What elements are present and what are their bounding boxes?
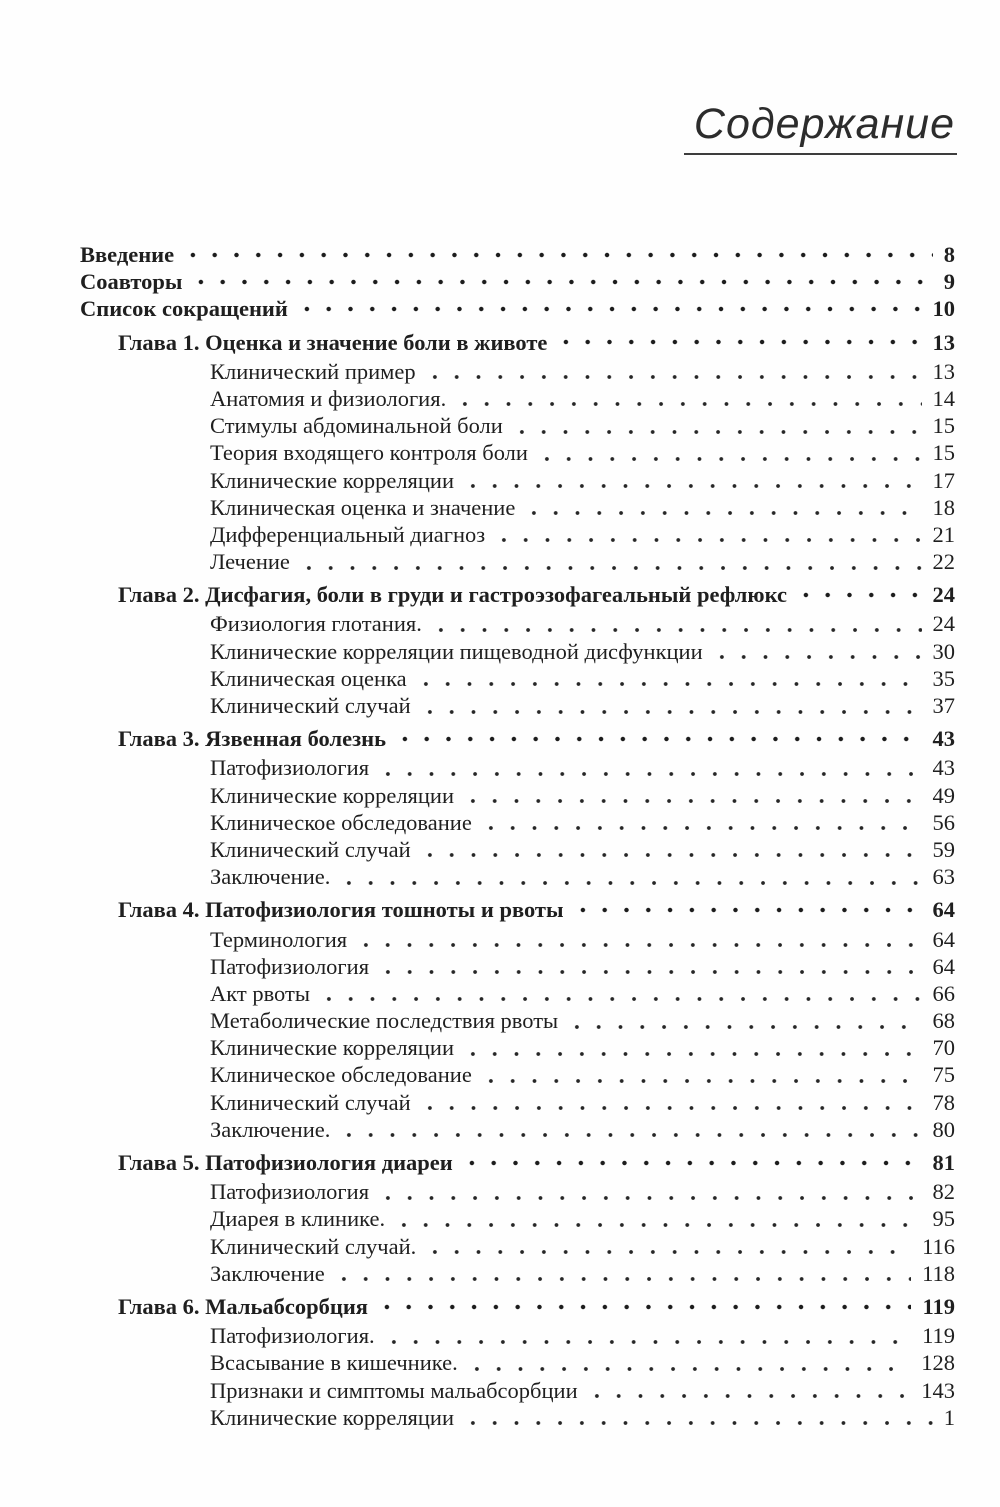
toc-entry-label: Клинические корреляции	[210, 467, 455, 493]
toc-entry-label: Признаки и симптомы мальабсорбции	[210, 1377, 578, 1403]
toc-entry	[80, 1404, 955, 1431]
toc-entry	[80, 439, 955, 466]
dot-leader	[424, 358, 922, 385]
toc-entry-page-number: 13	[932, 358, 955, 384]
toc-entry-label: Заключение	[210, 1260, 325, 1286]
dot-leader	[462, 1034, 921, 1061]
dot-leader	[480, 1061, 922, 1088]
toc-entry	[80, 548, 955, 575]
toc-entry-label: Глава 6. Мальабсорбция	[118, 1293, 368, 1319]
toc-entry-page-number: 8	[943, 242, 955, 267]
dot-leader	[394, 725, 921, 752]
dot-leader	[454, 385, 921, 412]
dot-leader	[511, 412, 922, 439]
dot-leader	[415, 665, 922, 692]
toc-entry-page-number: 128	[921, 1350, 955, 1376]
toc-entry-label: Глава 4. Патофизиология тошноты и рвоты	[118, 897, 564, 923]
toc-entry-label: Соавторы	[80, 269, 183, 295]
toc-entry-label: Патофизиология	[210, 953, 370, 979]
toc-entry	[80, 809, 955, 836]
dot-leader	[711, 638, 922, 665]
toc-entry-label: Клинические корреляции	[210, 1404, 455, 1430]
toc-entry	[80, 692, 955, 719]
toc-entry-page-number: 80	[932, 1116, 955, 1142]
toc-entry-page-number: 1	[943, 1404, 955, 1430]
toc-entry-page-number: 9	[943, 269, 955, 295]
toc-entry	[80, 295, 955, 322]
toc-entry-label: Клиническое обследование	[210, 809, 472, 835]
toc-entry-page-number: 64	[932, 926, 955, 952]
toc-entry	[80, 494, 955, 521]
dot-leader	[523, 494, 921, 521]
dot-leader	[466, 1349, 911, 1376]
toc-entry-page-number: 13	[932, 329, 955, 355]
dot-leader	[318, 980, 922, 1007]
toc-entry	[80, 1178, 955, 1205]
toc-entry	[80, 1034, 955, 1061]
dot-leader	[480, 809, 922, 836]
toc-entry-label: Анатомия и физиология.	[210, 385, 447, 411]
dot-leader	[182, 241, 933, 268]
toc-entry-page-number: 59	[932, 836, 955, 862]
toc-entry-label: Клинические корреляции	[210, 782, 455, 808]
dot-leader	[376, 1293, 912, 1320]
toc-entry-page-number: 70	[932, 1035, 955, 1061]
toc-entry-page-number: 82	[932, 1179, 955, 1205]
dot-leader	[536, 439, 922, 466]
dot-leader	[419, 836, 922, 863]
dot-leader	[462, 1404, 933, 1431]
toc-entry-label: Метаболические последствия рвоты	[210, 1008, 559, 1034]
dot-leader	[462, 782, 921, 809]
toc-entry-page-number: 24	[932, 611, 955, 637]
dot-leader	[377, 754, 921, 781]
toc-entry-label: Патофизиология	[210, 755, 370, 781]
toc-entry	[80, 1349, 955, 1376]
toc-entry-page-number: 119	[922, 1323, 955, 1349]
toc-entry-label: Глава 1. Оценка и значение боли в животе	[118, 329, 548, 355]
toc-entry-page-number: 95	[932, 1206, 955, 1232]
toc-entry	[80, 1089, 955, 1116]
toc-entry-label: Физиология глотания.	[210, 611, 422, 637]
toc-entry	[80, 782, 955, 809]
toc-entry	[80, 1233, 955, 1260]
toc-entry-label: Терминология	[210, 926, 348, 952]
toc-entry-label: Клинический случай	[210, 836, 411, 862]
toc-entry-label: Диарея в клинике.	[210, 1206, 386, 1232]
toc-entry-label: Клинические корреляции	[210, 1035, 455, 1061]
dot-leader	[333, 1260, 911, 1287]
dot-leader	[383, 1322, 911, 1349]
toc-entry-label: Клинические корреляции пищеводной дисфункции	[210, 638, 703, 664]
toc-entry-page-number: 43	[932, 726, 955, 752]
toc-entry	[80, 953, 955, 980]
table-of-contents	[80, 241, 955, 1431]
toc-entry-label: Клинический случай.	[210, 1233, 417, 1259]
toc-entry-label: Клинический пример	[210, 358, 416, 384]
toc-entry	[80, 385, 955, 412]
toc-entry	[80, 1149, 955, 1176]
dot-leader	[461, 1149, 922, 1176]
toc-entry	[80, 241, 955, 268]
toc-entry	[80, 754, 955, 781]
dot-leader	[795, 581, 922, 608]
toc-entry	[80, 268, 955, 295]
toc-entry-label: Глава 5. Патофизиология диареи	[118, 1150, 453, 1175]
dot-leader	[555, 329, 921, 356]
toc-entry	[80, 1061, 955, 1088]
toc-entry-page-number: 78	[932, 1089, 955, 1115]
toc-entry-page-number: 37	[932, 693, 955, 718]
toc-entry-page-number: 66	[932, 980, 955, 1006]
toc-entry-label: Введение	[80, 242, 175, 267]
toc-entry-page-number: 118	[922, 1260, 955, 1286]
toc-entry	[80, 1322, 955, 1349]
dot-leader	[424, 1233, 911, 1260]
toc-entry-label: Клиническое обследование	[210, 1062, 472, 1088]
toc-entry	[80, 926, 955, 953]
toc-entry	[80, 638, 955, 665]
dot-leader	[430, 610, 922, 637]
toc-entry-label: Глава 3. Язвенная болезнь	[118, 726, 387, 752]
toc-entry	[80, 467, 955, 494]
toc-entry	[80, 412, 955, 439]
toc-entry-page-number: 81	[932, 1150, 955, 1175]
toc-entry	[80, 521, 955, 548]
toc-entry-page-number: 35	[932, 665, 955, 691]
toc-entry-page-number: 30	[932, 638, 955, 664]
page-title-block	[684, 100, 957, 155]
toc-entry-page-number: 64	[932, 897, 955, 923]
toc-entry	[80, 836, 955, 863]
dot-leader	[377, 953, 921, 980]
toc-entry-page-number: 21	[932, 521, 955, 547]
toc-entry-label: Стимулы абдоминальной боли	[210, 413, 503, 439]
dot-leader	[462, 467, 921, 494]
toc-entry-label: Заключение.	[210, 1116, 331, 1142]
dot-leader	[493, 521, 921, 548]
toc-entry-label: Патофизиология.	[210, 1323, 375, 1349]
toc-entry-page-number: 24	[932, 582, 955, 608]
toc-entry-page-number: 10	[932, 296, 955, 322]
toc-entry-page-number: 116	[922, 1233, 955, 1259]
dot-leader	[190, 268, 932, 295]
dot-leader	[572, 896, 922, 923]
toc-entry-label: Список сокращений	[80, 296, 288, 322]
dot-leader	[566, 1007, 921, 1034]
toc-entry-page-number: 64	[932, 953, 955, 979]
toc-entry-label: Клинический случай	[210, 1089, 411, 1115]
toc-entry	[80, 1116, 955, 1143]
toc-entry-page-number: 22	[932, 549, 955, 575]
toc-entry-page-number: 68	[932, 1008, 955, 1034]
toc-entry	[80, 1377, 955, 1404]
dot-leader	[586, 1377, 911, 1404]
toc-entry-label: Теория входящего контроля боли	[210, 440, 528, 466]
dot-leader	[419, 1089, 922, 1116]
toc-entry-label: Всасывание в кишечнике.	[210, 1350, 458, 1376]
toc-entry	[80, 725, 955, 752]
toc-entry	[80, 863, 955, 890]
toc-entry-page-number: 75	[932, 1062, 955, 1088]
toc-entry-page-number: 119	[922, 1293, 955, 1319]
dot-leader	[393, 1205, 921, 1232]
toc-entry-page-number: 56	[932, 809, 955, 835]
toc-entry-label: Лечение	[210, 549, 290, 575]
dot-leader	[377, 1178, 921, 1205]
toc-entry	[80, 665, 955, 692]
toc-entry-page-number: 49	[932, 782, 955, 808]
toc-entry-label: Клиническая оценка и значение	[210, 494, 516, 520]
toc-entry	[80, 1260, 955, 1287]
dot-leader	[338, 863, 921, 890]
dot-leader	[419, 692, 922, 719]
toc-entry	[80, 1293, 955, 1320]
dot-leader	[296, 295, 922, 322]
toc-entry-label: Клинический случай	[210, 693, 411, 718]
dot-leader	[298, 548, 922, 575]
toc-entry-label: Акт рвоты	[210, 980, 310, 1006]
toc-entry-page-number: 43	[932, 755, 955, 781]
dot-leader	[355, 926, 921, 953]
toc-entry-page-number: 14	[932, 385, 955, 411]
toc-entry	[80, 329, 955, 356]
toc-entry-page-number: 15	[932, 440, 955, 466]
dot-leader	[338, 1116, 921, 1143]
toc-entry	[80, 1205, 955, 1232]
toc-entry-page-number: 63	[932, 864, 955, 890]
toc-entry	[80, 610, 955, 637]
toc-entry	[80, 896, 955, 923]
toc-entry-page-number: 18	[932, 494, 955, 520]
toc-entry-page-number: 17	[932, 467, 955, 493]
page-title: Содержание	[684, 100, 957, 155]
toc-entry-label: Заключение.	[210, 864, 331, 890]
toc-entry	[80, 581, 955, 608]
toc-entry-label: Клиническая оценка	[210, 665, 407, 691]
toc-entry-page-number: 15	[932, 413, 955, 439]
toc-entry-label: Глава 2. Дисфагия, боли в груди и гастроэзофагеальный рефлюкс	[118, 582, 787, 608]
toc-entry-label: Дифференциальный диагноз	[210, 521, 486, 547]
toc-entry	[80, 358, 955, 385]
toc-entry-label: Патофизиология	[210, 1179, 370, 1205]
toc-entry	[80, 980, 955, 1007]
toc-entry	[80, 1007, 955, 1034]
toc-entry-page-number: 143	[921, 1377, 955, 1403]
